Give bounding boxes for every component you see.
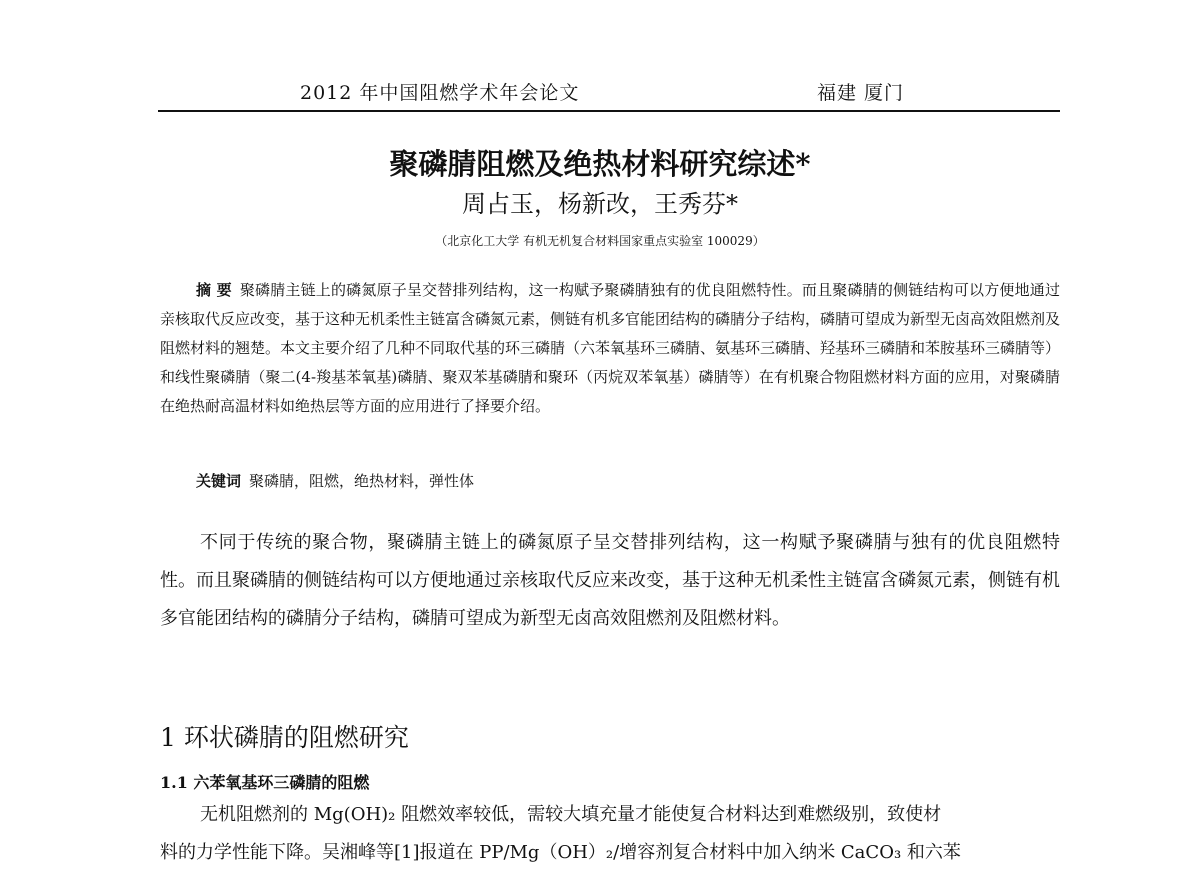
conference-name: 2012 年中国阻燃学术年会论文 [300,82,580,104]
abstract [160,276,1060,421]
keywords-text: 聚磷腈，阻燃，绝热材料，弹性体 [249,472,475,490]
section-heading-1: 1 环状磷腈的阻燃研究 [160,723,409,752]
body-line-1: 无机阻燃剂的 Mg(OH)₂ 阻燃效率较低，需较大填充量才能使复合材料达到难燃级别，致使材 [200,804,942,825]
author-list: 周占玉，杨新改，王秀芬* [462,190,738,218]
subsection-heading-1-1: 1.1 六苯氧基环三磷腈的阻燃 [160,773,370,792]
intro-paragraph: 不同于传统的聚合物，聚磷腈主链上的磷氮原子呈交替排列结构，这一构赋予聚磷腈与独有的优良阻燃特性。而且聚磷腈的侧链结构可以方便地通过亲核取代反应来改变，基于这种无机柔性主链富含磷氮元素，侧链有机多官能团结构的磷腈分子结构，磷腈可望成为新型无卤高效阻燃剂及阻燃材料。 [160,532,1060,629]
paper-title: 聚磷腈阻燃及绝热材料研究综述* [389,147,811,181]
keywords [196,470,474,491]
running-header [300,78,940,105]
header-rule [158,110,1060,112]
body-paragraph [160,796,1060,872]
abstract-text: 聚磷腈主链上的磷氮原子呈交替排列结构，这一构赋予聚磷腈独有的优良阻燃特性。而且聚磷腈的侧链结构可以方便地通过亲核取代反应改变，基于这种无机柔性主链富含磷氮元素，侧链有机多官能团结构的磷腈分子结构，磷腈可望成为新型无卤高效阻燃剂及阻燃材料的翘楚。本文主要介绍了几种不同取代基的环三磷腈（六苯氧基环三磷腈、氨基环三磷腈、羟基环三磷腈和苯胺基环三磷腈等）和线性聚磷腈（聚二(4-羧基苯氧基)磷腈、聚双苯基磷腈和聚环（丙烷双苯氧基）磷腈等）在有机聚合物阻燃材料方面的应用，对聚磷腈在绝热耐高温材料如绝热层等方面的应用进行了择要介绍。 [160,281,1061,415]
body-line-2: 料的力学性能下降。吴湘峰等[1]报道在 PP/Mg（OH）₂/增容剂复合材料中加入纳米 CaCO₃ 和六苯 [160,842,961,863]
keywords-label: 关键词 [196,472,242,490]
affiliation: （北京化工大学 有机无机复合材料国家重点实验室 100029） [435,234,765,248]
conference-location: 福建 厦门 [817,82,905,104]
abstract-label: 摘 要 [196,281,232,299]
